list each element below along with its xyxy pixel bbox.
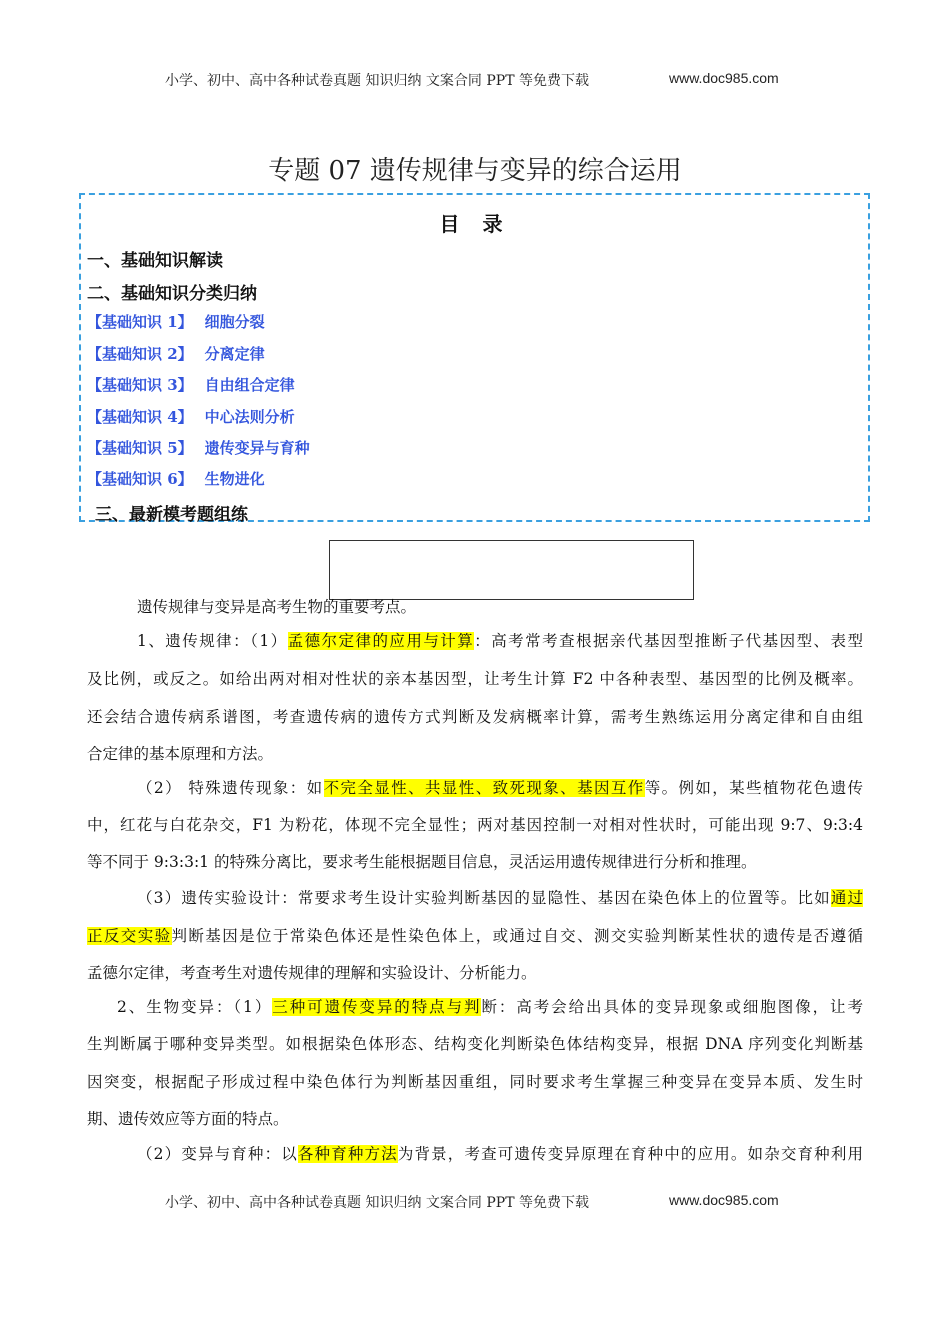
toc-item[interactable]	[87, 406, 295, 427]
footer-url[interactable]: www.doc985.com	[669, 1192, 779, 1208]
header-text: 小学、初中、高中各种试卷真题 知识归纳 文案合同 PPT 等免费下载	[165, 73, 589, 89]
highlighted-text: 正反交实验	[87, 927, 172, 945]
text-line	[87, 668, 863, 690]
toc-item-name: 细胞分裂	[204, 313, 265, 331]
text-line	[137, 630, 863, 652]
toc-item[interactable]	[87, 468, 265, 489]
text-segment: 期、遗传效应等方面的特点。	[87, 1110, 289, 1128]
highlighted-text: 孟德尔定律的应用与计算	[287, 632, 475, 650]
text-segment: 1、遗传规律：（1）	[137, 632, 288, 650]
text-segment: 生判断属于哪种变异类型。如根据染色体形态、结构变化判断染色体结构变异，根据 DNA 序列变化判断基	[87, 1035, 863, 1053]
text-segment: 还会结合遗传病系谱图，考查遗传病的遗传方式判断及发病概率计算，需考生熟练运用分离定律和自由组	[87, 708, 863, 726]
text-line	[87, 962, 863, 984]
toc-item-tag: 【基础知识 5】	[87, 439, 193, 457]
empty-text-box	[329, 540, 694, 600]
toc-item-name: 遗传变异与育种	[204, 439, 310, 457]
highlighted-text: 不完全显性、共显性、致死现象、基因互作	[323, 779, 645, 797]
text-line	[137, 887, 863, 909]
toc-section-2[interactable]: 二、基础知识分类归纳	[87, 284, 257, 304]
text-segment: （3）遗传实验设计：常要求考生设计实验判断基因的显隐性、基因在染色体上的位置等。比如	[137, 889, 831, 907]
toc-item-name: 自由组合定律	[204, 376, 295, 394]
text-line	[87, 743, 863, 765]
text-segment: 判断基因是位于常染色体还是性染色体上，或通过自交、测交实验判断某性状的遗传是否遵循	[171, 927, 863, 945]
header-url[interactable]: www.doc985.com	[669, 70, 779, 86]
text-segment: 合定律的基本原理和方法。	[87, 745, 274, 763]
page-title: 专题 07 遗传规律与变异的综合运用	[268, 156, 682, 186]
text-segment: 因突变，根据配子形成过程中染色体行为判断基因重组，同时要求考生掌握三种变异在变异本质、发生时	[87, 1073, 863, 1091]
text-segment: 为背景，考查可遗传变异原理在育种中的应用。如杂交育种利用	[397, 1145, 863, 1163]
toc-item-tag: 【基础知识 4】	[87, 408, 193, 426]
text-line	[87, 1108, 863, 1130]
footer-text: 小学、初中、高中各种试卷真题 知识归纳 文案合同 PPT 等免费下载	[165, 1195, 589, 1211]
text-segment: 遗传规律与变异是高考生物的重要考点。	[137, 598, 417, 616]
text-line	[87, 706, 863, 728]
toc-item-tag: 【基础知识 6】	[87, 470, 193, 488]
toc-item-tag: 【基础知识 1】	[87, 313, 193, 331]
text-line	[87, 814, 863, 836]
text-line	[87, 851, 863, 873]
toc-item[interactable]	[87, 374, 295, 395]
toc-item-name: 生物进化	[204, 470, 265, 488]
text-segment: 断：高考会给出具体的变异现象或细胞图像，让考	[481, 998, 863, 1016]
text-segment: 2、生物变异：（1）	[117, 998, 273, 1016]
text-line	[87, 1033, 863, 1055]
text-segment: （2） 特殊遗传现象：如	[137, 779, 324, 797]
toc-item[interactable]	[87, 437, 310, 458]
text-line	[117, 996, 863, 1018]
toc-heading: 目 录	[439, 212, 511, 236]
toc-section-1[interactable]: 一、基础知识解读	[87, 251, 223, 271]
toc-item-name: 中心法则分析	[204, 408, 295, 426]
text-segment: 等。例如，某些植物花色遗传	[644, 779, 863, 797]
text-segment: 等不同于 9:3:3:1 的特殊分离比，要求考生能根据题目信息，灵活运用遗传规律进行分析和推理。	[87, 853, 757, 871]
highlighted-text: 三种可遗传变异的特点与判	[272, 998, 482, 1016]
text-segment: 孟德尔定律，考查考生对遗传规律的理解和实验设计、分析能力。	[87, 964, 537, 982]
text-line	[87, 1071, 863, 1093]
toc-item-tag: 【基础知识 3】	[87, 376, 193, 394]
toc-item-name: 分离定律	[204, 345, 265, 363]
text-line	[87, 925, 863, 947]
text-segment: ：高考常考查根据亲代基因型推断子代基因型、表型	[474, 632, 863, 650]
text-line	[137, 596, 863, 618]
toc-item[interactable]	[87, 343, 265, 364]
text-segment: 中，红花与白花杂交，F1 为粉花，体现不完全显性；两对基因控制一对相对性状时，可能出现 9:7、9:3:4	[87, 816, 863, 834]
text-segment: 及比例，或反之。如给出两对相对性状的亲本基因型，让考生计算 F2 中各种表型、基因型的比例及概率。	[87, 670, 863, 688]
highlighted-text: 通过	[830, 889, 863, 907]
toc-item-tag: 【基础知识 2】	[87, 345, 193, 363]
toc-item[interactable]	[87, 311, 265, 332]
toc-section-3[interactable]: 三、最新模考题组练	[95, 505, 248, 525]
text-line	[137, 1143, 863, 1165]
text-line	[137, 777, 863, 799]
text-segment: （2）变异与育种：以	[137, 1145, 298, 1163]
highlighted-text: 各种育种方法	[297, 1145, 398, 1163]
